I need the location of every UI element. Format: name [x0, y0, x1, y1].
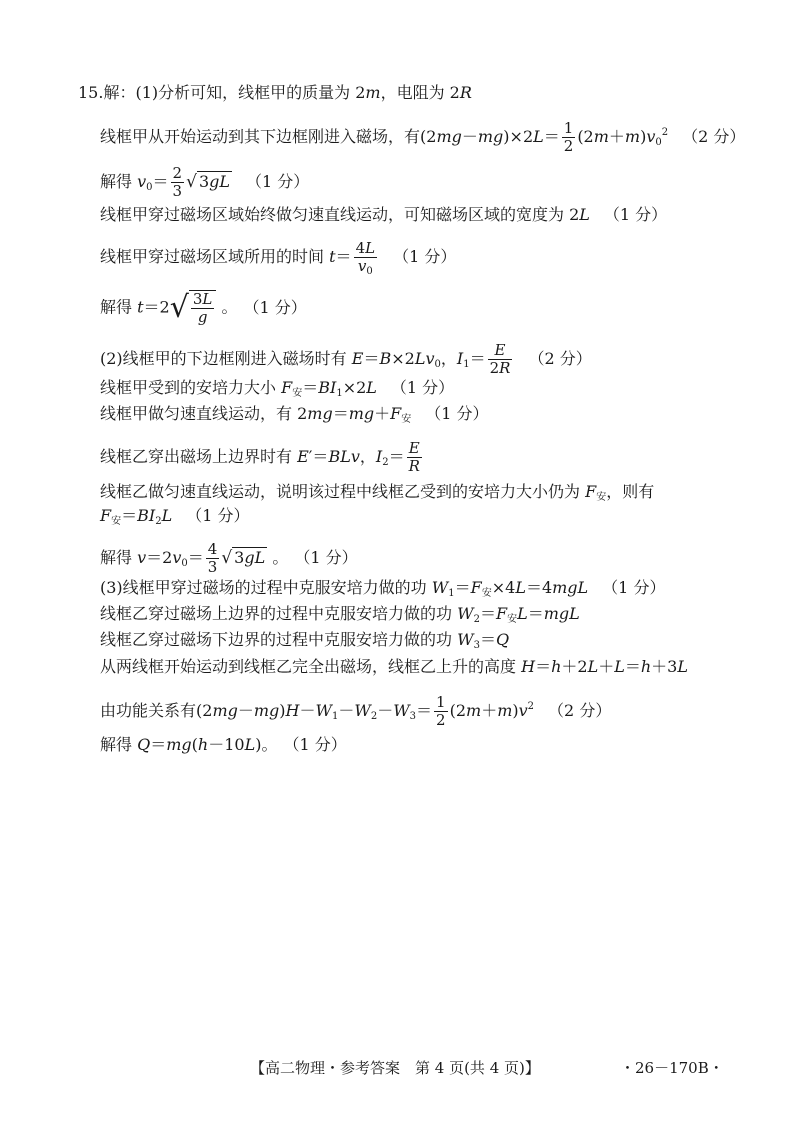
- answer-line-16: 线框乙穿过磁场下边界的过程中克服安培力做的功 $W_3=Q$: [100, 630, 510, 651]
- answer-line-15: 线框乙穿过磁场上边界的过程中克服安培力做的功 $W_2=F_安L=mgL$: [100, 604, 580, 625]
- answer-line-9: 线框甲做匀速直线运动，有 $2mg=mg+F_安$ （1 分）: [100, 404, 489, 425]
- answer-line-5: 线框甲穿过磁场区域所用的时间 t＝ $\frac{4L}{v_0}$ （1 分）: [100, 239, 457, 277]
- question-number: 15.: [78, 83, 104, 102]
- fraction-one-half: $\frac{1}{2}$: [563, 119, 574, 155]
- answer-line-18: 由功能关系有$(2mg-mg)H-W_1-W_2-W_3=$ $\frac{1}{2}$ $(2m+m)v^2$ （2 分）: [100, 693, 612, 729]
- fraction-two-thirds: $\frac{2}{3}$: [172, 164, 183, 200]
- answer-line-1: 15.解：(1)分析可知，线框甲的质量为 2m，电阻为 2R: [78, 83, 472, 102]
- answer-line-10: 线框乙穿出磁场上边界时有 E′＝BLv，$I_2=$ $\frac{E}{R}$: [100, 439, 420, 475]
- answer-line-14: (3)线框甲穿过磁场的过程中克服安培力做的功 $W_1=F_安\times 4L=4mgL$ （1 分）: [100, 578, 666, 599]
- fraction-four-thirds: $\frac{4}{3}$: [207, 540, 218, 576]
- footer-code: ・26－170B・: [620, 1059, 724, 1077]
- answer-line-2: 线框甲从开始运动到其下边框刚进入磁场，有(2mg－mg)×2L＝ $\frac{1}{2}$ $(2m+m)v_0^2$ （2 分）: [100, 119, 746, 155]
- answer-line-12: $F_安=BI_2L$ （1 分）: [100, 506, 250, 527]
- answer-line-17: 从两线框开始运动到线框乙完全出磁场，线框乙上升的高度 H＝h＋2L＋L＝h＋3L: [100, 657, 688, 676]
- fraction-4L-over-v0: $\frac{4L}{v_0}$: [355, 239, 376, 277]
- answer-line-6: 解得 t＝2√ $\frac{3L}{g}$ 。 （1 分）: [100, 290, 307, 326]
- fraction-one-half-2: $\frac{1}{2}$: [436, 693, 446, 729]
- answer-line-11: 线框乙做匀速直线运动，说明该过程中线框乙受到的安培力大小仍为 $F_安$，则有: [100, 482, 655, 503]
- answer-line-19: 解得 Q＝mg(h－10L)。 （1 分）: [100, 735, 347, 754]
- answer-line-7: (2)线框甲的下边框刚进入磁场时有 $E=B\times 2Lv_0$，$I_1=$ $\frac{E}{2R}$ （2 分）: [100, 341, 592, 377]
- answer-line-13: 解得 $v=2v_0=$ $\frac{4}{3}$ √ 3gL 。 （1 分）: [100, 540, 358, 576]
- fraction-E-over-R: $\frac{E}{R}$: [408, 439, 420, 475]
- answer-line-4: 线框甲穿过磁场区域始终做匀速直线运动，可知磁场区域的宽度为 2L （1 分）: [100, 205, 668, 224]
- fraction-E-over-2R: $\frac{E}{2R}$: [489, 341, 511, 377]
- footer-page-info: 【高二物理・参考答案 第 4 页(共 4 页)】: [250, 1059, 540, 1077]
- answer-line-3: 解得 $v_0=$ $\frac{2}{3}$ √ 3gL （1 分）: [100, 164, 310, 200]
- answer-line-8: 线框甲受到的安培力大小 $F_安=BI_1\times 2L$ （1 分）: [100, 378, 455, 399]
